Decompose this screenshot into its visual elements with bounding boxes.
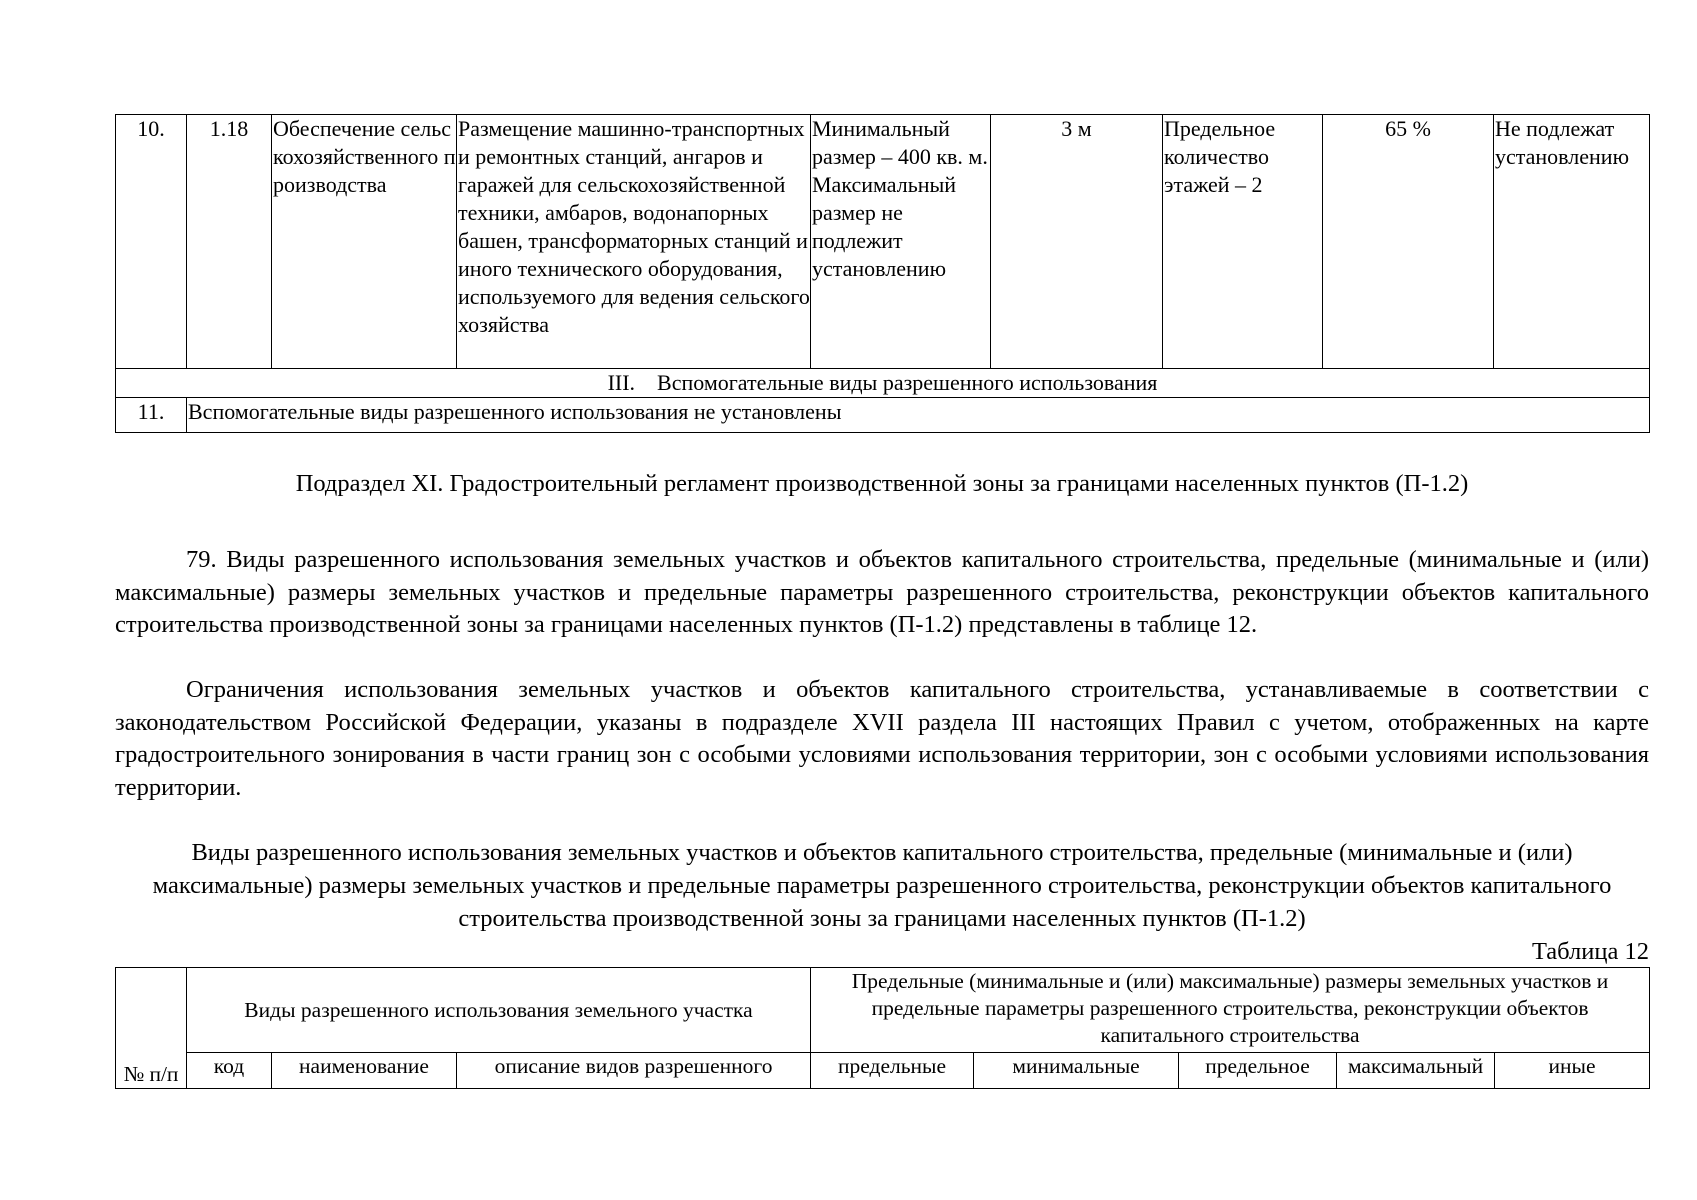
- column-header-maximum: максимальный: [1337, 1053, 1495, 1089]
- max-coverage: 65 %: [1323, 115, 1494, 369]
- row-number: 10.: [116, 115, 187, 369]
- regulation-table-continuation: [115, 114, 1650, 433]
- table-header-row: [116, 968, 1650, 1053]
- column-header-limit: предельные: [811, 1053, 974, 1089]
- use-name: Обеспечение сельскохозяйственного производства: [272, 115, 457, 369]
- table-title: Виды разрешенного использования земельных участков и объектов капитального строительства, предельные (минимальные и (или) максимальные) размеры земельных участков и предельные параметры разрешенного строительства, реконструкции объектов капитального строительства производственной зоны за границами населенных пунктов (П-1.2): [152, 839, 1612, 932]
- table-header-row: [116, 1053, 1650, 1089]
- table-row: [116, 398, 1650, 433]
- column-header-number: № п/п: [116, 968, 187, 1089]
- minimum-setback: 3 м: [991, 115, 1163, 369]
- paragraph-79: 79. Виды разрешенного использования земельных участков и объектов капитального строительства, предельные (минимальные и (или) максимальные) размеры земельных участков и предельные параметры разрешенного строительства, реконструкции объектов капитального строительства производственной зоны за границами населенных пунктов (П-1.2) представлены в таблице 12.: [115, 546, 1649, 638]
- group-header-uses: Виды разрешенного использования земельного участка: [187, 968, 811, 1053]
- row-text: Вспомогательные виды разрешенного использования не установлены: [187, 398, 1650, 433]
- table-row: [116, 369, 1650, 398]
- use-description: Размещение машинно-транспортных и ремонтных станций, ангаров и гаражей для сельскохозяйственной техники, амбаров, водонапорных башен, трансформаторных станций и иного технического оборудования, используемого для ведения сельского хозяйства: [457, 115, 811, 369]
- other-parameters: Не подлежат установлению: [1494, 115, 1650, 369]
- row-number: 11.: [116, 398, 187, 433]
- column-header-minimum: минимальные: [974, 1053, 1179, 1089]
- column-header-limit-count: предельное: [1179, 1053, 1337, 1089]
- column-header-other: иные: [1495, 1053, 1650, 1089]
- floor-limit: Предельное количество этажей – 2: [1163, 115, 1323, 369]
- paragraph-restrictions: Ограничения использования земельных участков и объектов капитального строительства, устанавливаемые в соответствии с законодательством Российской Федерации, указаны в подразделе XVII раздела III настоящих Правил с учетом, отображенных на карте градостроительного зонирования в части границ зон с особыми условиями использования территории, зон с особыми условиями использования территории.: [115, 676, 1649, 801]
- table-number: Таблица 12: [1531, 938, 1649, 965]
- table-12-header: [115, 967, 1650, 1089]
- table-row: [116, 115, 1650, 369]
- column-header-code: код: [187, 1053, 272, 1089]
- section-header: III. Вспомогательные виды разрешенного использования: [116, 369, 1650, 398]
- column-header-description: описание видов разрешенного: [457, 1053, 811, 1089]
- group-header-limits: Предельные (минимальные и (или) максимальные) размеры земельных участков и предельные параметры разрешенного строительства, реконструкции объектов капитального строительства: [811, 968, 1650, 1053]
- subsection-heading: Подраздел XI. Градостроительный регламент производственной зоны за границами населенных пунктов (П-1.2): [295, 470, 1469, 497]
- use-code: 1.18: [187, 115, 272, 369]
- column-header-name: наименование: [272, 1053, 457, 1089]
- plot-size-limits: Минимальный размер – 400 кв. м. Максимальный размер не подлежит установлению: [811, 115, 991, 369]
